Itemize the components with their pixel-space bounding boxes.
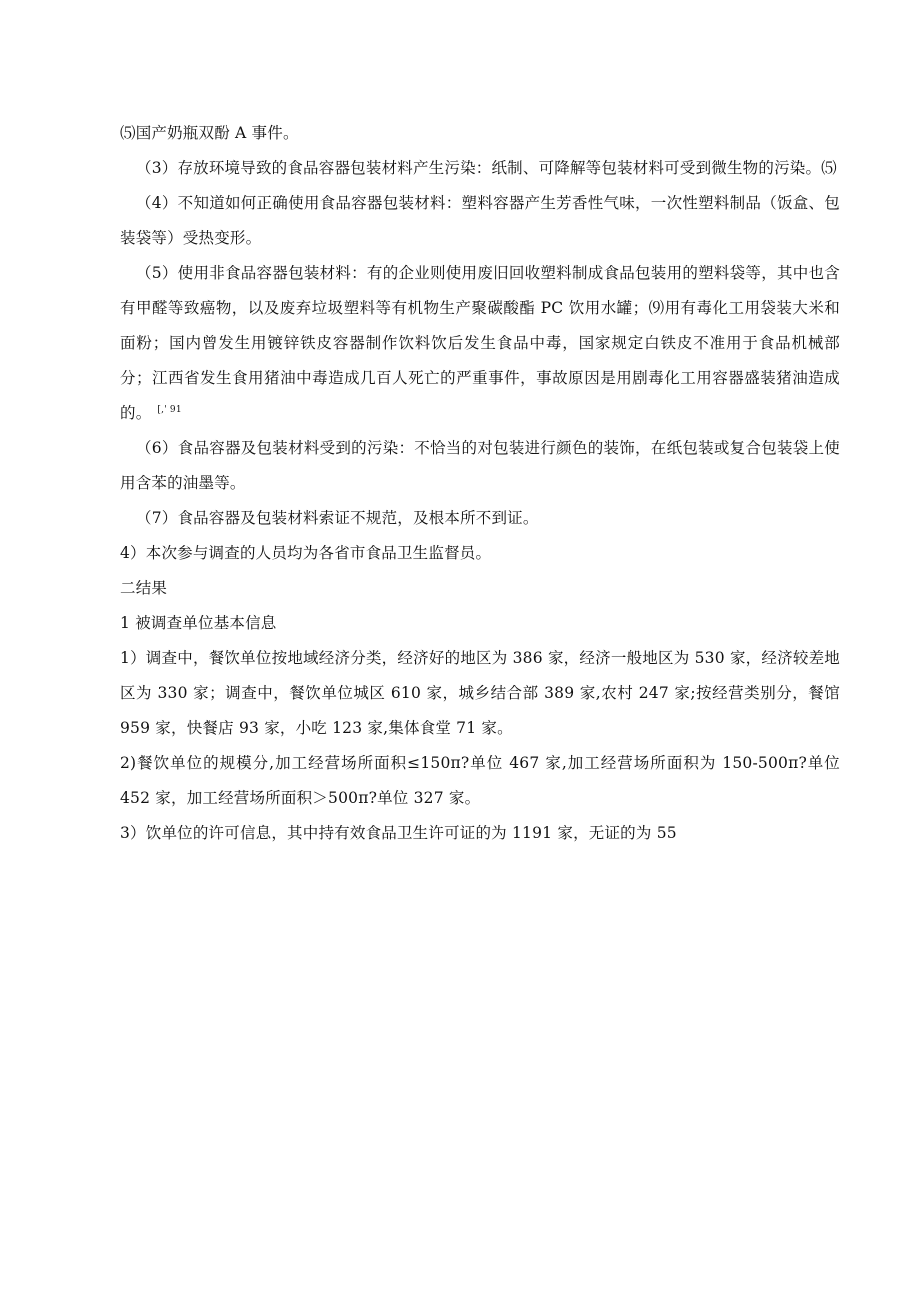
citation-superscript: [,' 91 — [157, 404, 182, 415]
paragraph-license-info: 3）饮单位的许可信息，其中持有效食品卫生许可证的为 1191 家，无证的为 55 — [120, 824, 677, 842]
paragraph-storage-pollution: （3）存放环境导致的食品容器包装材料产生污染：纸制、可降解等包装材料可受到微生物的污染。⑸ — [136, 159, 837, 177]
paragraph-certificate-issues: （7）食品容器及包装材料索证不规范，及根本所不到证。 — [136, 509, 539, 527]
subsection-heading-basic-info: 1 被调查单位基本信息 — [120, 614, 277, 632]
paragraph-region-classification: 1）调查中，餐饮单位按地域经济分类，经济好的地区为 386 家，经济一般地区为 530 家，经济较差地区为 330 家；调查中，餐饮单位城区 610 家，城乡结合部 389 家,农村 247 家;按经营类别分，餐馆 959 家，快餐店 93 家，小吃 123 家,集体食堂 71 家。 — [120, 649, 840, 737]
paragraph-scale-classification: 2)餐饮单位的规模分,加工经营场所面积≤150π?单位 467 家,加工经营场所面积为 150-500π?单位 452 家，加工经营场所面积＞500π?单位 327 家。 — [120, 754, 840, 807]
paragraph-decoration-pollution: （6）食品容器及包装材料受到的污染：不恰当的对包装进行颜色的装饰，在纸包装或复合包装袋上使用含苯的油墨等。 — [120, 439, 840, 492]
paragraph-bisphenol-event: ⑸国产奶瓶双酚 A 事件。 — [120, 124, 299, 142]
section-heading-results: 二结果 — [120, 579, 168, 597]
document-body — [120, 116, 840, 851]
paragraph-non-food-materials — [120, 256, 840, 431]
paragraph-improper-use: （4）不知道如何正确使用食品容器包装材料：塑料容器产生芳香性气味，一次性塑料制品（饭盒、包装袋等）受热变形。 — [120, 194, 840, 247]
paragraph-survey-staff: 4）本次参与调查的人员均为各省市食品卫生监督员。 — [120, 544, 492, 562]
paragraph-non-food-materials-text: （5）使用非食品容器包装材料：有的企业则使用废旧回收塑料制成食品包装用的塑料袋等，其中也含有甲醛等致癌物，以及废弃垃圾塑料等有机物生产聚碳酸酯 PC 饮用水罐；⑼用有毒化工用袋装大米和面粉；国内曾发生用镀锌铁皮容器制作饮料饮后发生食品中毒，国家规定白铁皮不准用于食品机械部分；江西省发生食用猪油中毒造成几百人死亡的严重事件，事故原因是用剧毒化工用容器盛装猪油造成的。 — [120, 264, 840, 422]
